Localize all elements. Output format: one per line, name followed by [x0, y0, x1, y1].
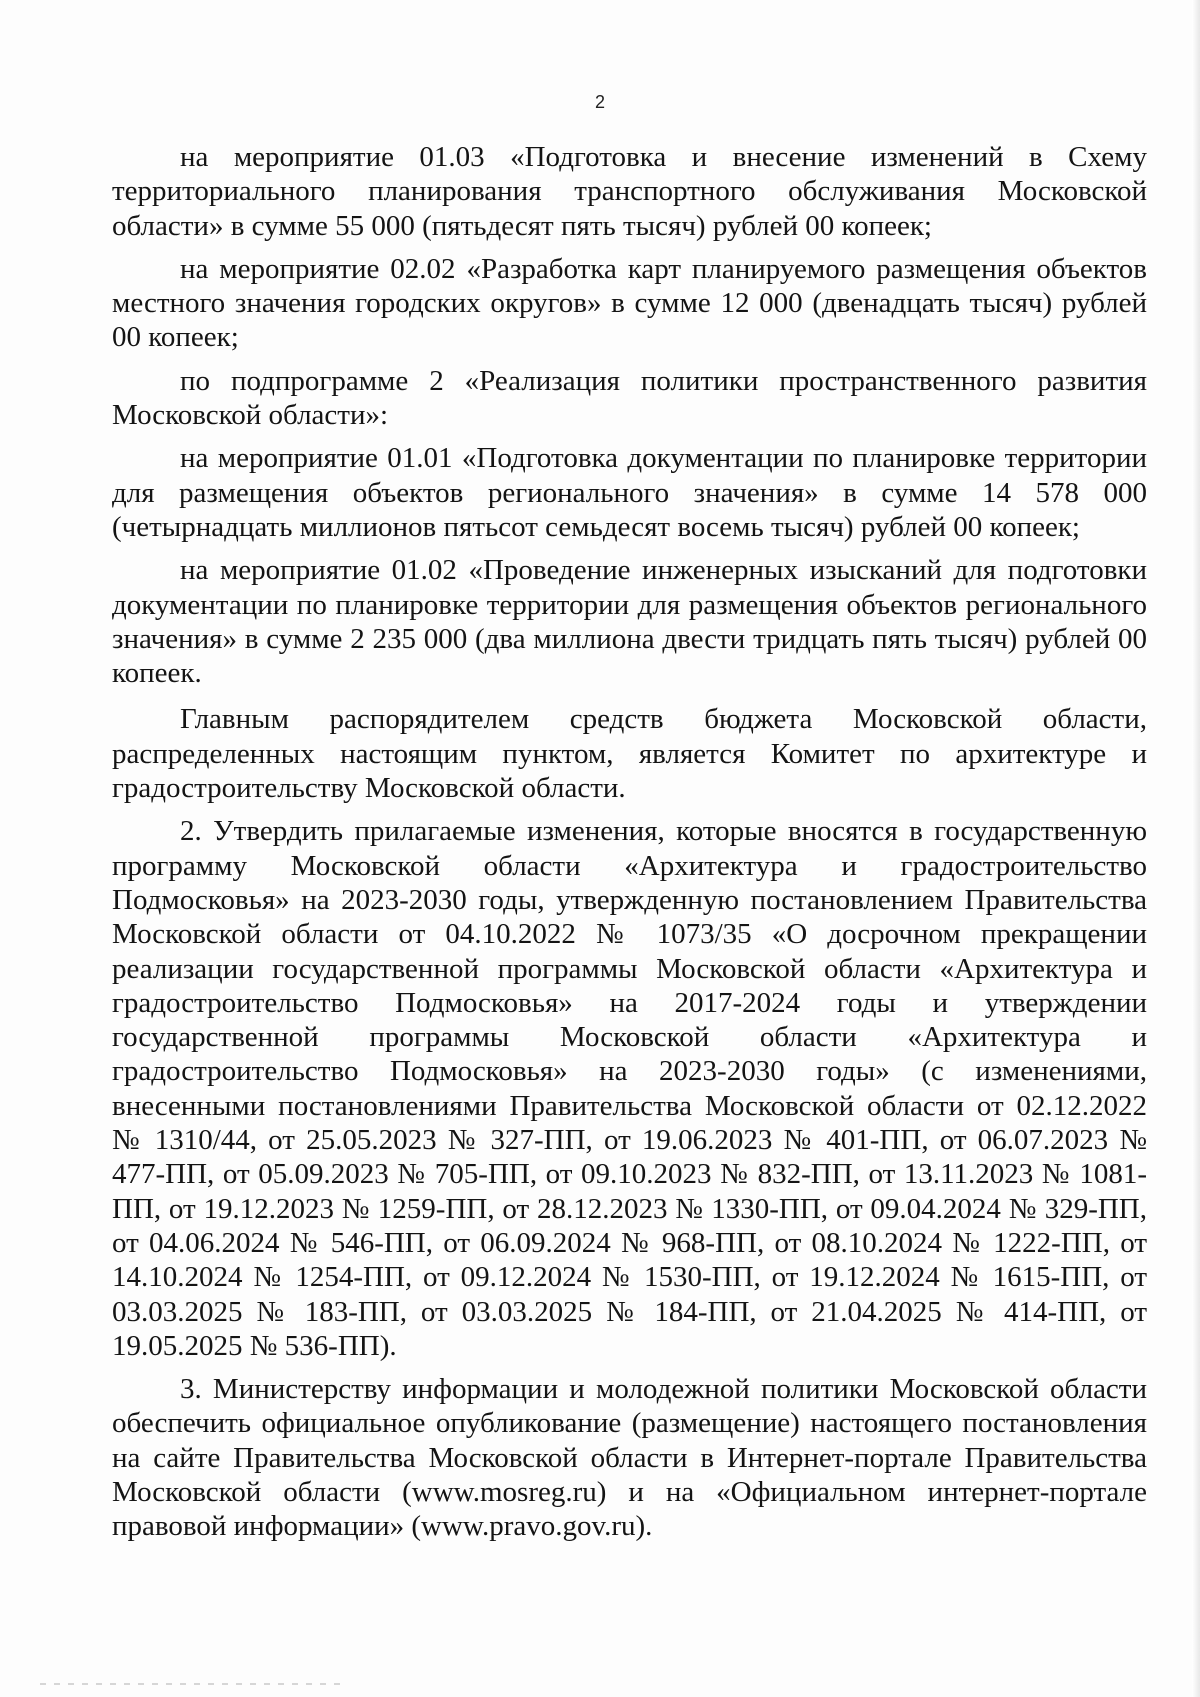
paragraph-subprogram-2: по подпрограмме 2 «Реализация политики пространственного развития Московской области»: [112, 364, 1147, 432]
scan-bottom-artifact [40, 1683, 340, 1685]
paragraph-chief-administrator: Главным распорядителем средств бюджета Московской области, распределенных настоящим пунктом, является Комитет по архитектуре и градостроительству Московской области. [112, 703, 1147, 805]
paragraph-measure-01-01: на мероприятие 01.01 «Подготовка документации по планировке территории для размещения объектов регионального значения» в сумме 14 578 000 (четырнадцать миллионов пятьсот семьдесят восемь тысяч) рублей 00 копеек; [112, 442, 1147, 543]
paragraph-measure-01-03: на мероприятие 01.03 «Подготовка и внесение изменений в Схему территориального планирования транспортного обслуживания Московской области» в сумме 55 000 (пятьдесят пять тысяч) рублей 00 копеек; [112, 141, 1147, 242]
document-body [112, 140, 1147, 1553]
page-number: 2 [594, 92, 605, 112]
scan-edge-shadow [1192, 0, 1200, 1697]
paragraph-item-2: 2. Утвердить прилагаемые изменения, которые вносятся в государственную программу Московской области «Архитектура и градостроительство Подмосковья» на 2023-2030 годы, утвержденную постановлением Правительства Московской области от 04.10.2022 № 1073/35 «О досрочном прекращении реализации государственной программы Московской области «Архитектура и градостроительство Подмосковья» на 2017-2024 годы и утверждении государственной программы Московской области «Архитектура и градостроительство Подмосковья» на 2023-2030 годы» (с изменениями, внесенными постановлениями Правительства Московской области от 02.12.2022 № 1310/44, от 25.05.2023 № 327-ПП, от 19.06.2023 № 401-ПП, от 06.07.2023 № 477-ПП, от 05.09.2023 № 705-ПП, от 09.10.2023 № 832-ПП, от 13.11.2023 № 1081-ПП, от 19.12.2023 № 1259-ПП, от 28.12.2023 № 1330-ПП, от 09.04.2024 № 329-ПП, от 04.06.2024 № 546-ПП, от 06.09.2024 № 968-ПП, от 08.10.2024 № 1222-ПП, от 14.10.2024 № 1254-ПП, от 09.12.2024 № 1530-ПП, от 19.12.2024 № 1615-ПП, от 03.03.2025 № 183-ПП, от 03.03.2025 № 184-ПП, от 21.04.2025 № 414-ПП, от 19.05.2025 № 536-ПП). [112, 815, 1147, 1362]
paragraph-measure-02-02: на мероприятие 02.02 «Разработка карт планируемого размещения объектов местного значения городских округов» в сумме 12 000 (двенадцать тысяч) рублей 00 копеек; [112, 252, 1147, 354]
paragraph-item-3: 3. Министерству информации и молодежной политики Московской области обеспечить официальное опубликование (размещение) настоящего постановления на сайте Правительства Московской области в Интернет-портале Правительства Московской области (www.mosreg.ru) и на «Официальном интернет-портале правовой информации» (www.pravo.gov.ru). [112, 1373, 1147, 1543]
paragraph-measure-01-02: на мероприятие 01.02 «Проведение инженерных изысканий для подготовки документации по планировке территории для размещения объектов регионального значения» в сумме 2 235 000 (два миллиона двести тридцать пять тысяч) рублей 00 копеек. [112, 554, 1147, 690]
